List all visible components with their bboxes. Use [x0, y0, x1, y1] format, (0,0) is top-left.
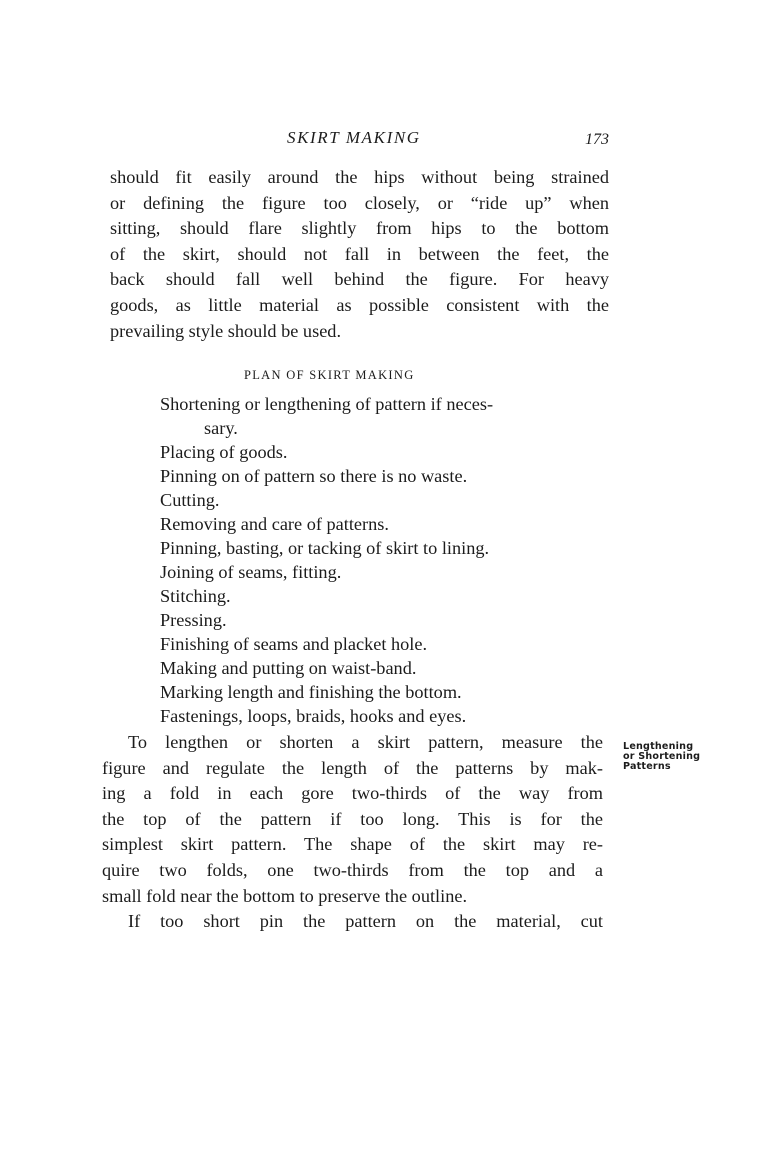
plan-item: Fastenings, loops, braids, hooks and eyes.: [160, 706, 467, 726]
plan-item: Joining of seams, fitting.: [160, 562, 342, 582]
plan-item: Finishing of seams and placket hole.: [160, 634, 428, 654]
plan-heading: PLAN OF SKIRT MAKING: [244, 368, 415, 382]
margin-note-line: Lengthening: [623, 741, 694, 752]
running-head-title: SKIRT MAKING: [287, 128, 421, 147]
plan-item: Cutting.: [160, 490, 220, 510]
text-line: quire two folds, one two-thirds from the top and a: [102, 859, 603, 880]
text-line: small fold near the bottom to preserve the outline.: [102, 885, 468, 906]
plan-item: Removing and care of patterns.: [160, 514, 389, 534]
page-number: 173: [585, 131, 609, 148]
plan-item: Pinning on of pattern so there is no waste.: [160, 466, 468, 486]
text-line: figure and regulate the length of the patterns by mak-: [102, 757, 603, 778]
margin-note: [623, 742, 700, 773]
text-line: ing a fold in each gore two-thirds of the way from: [102, 783, 603, 804]
text-line: simplest skirt pattern. The shape of the skirt may re-: [102, 834, 603, 855]
plan-item: Placing of goods.: [160, 442, 288, 462]
margin-note-line: or Shortening: [623, 751, 701, 763]
plan-item: Pinning, basting, or tacking of skirt to lining.: [160, 538, 490, 558]
text-line: If too short pin the pattern on the material, cut: [128, 911, 603, 932]
text-line: the top of the pattern if too long. This is for the: [102, 808, 603, 829]
intro-paragraph: [110, 165, 609, 344]
plan-item: Marking length and finishing the bottom.: [160, 682, 462, 702]
plan-list: [160, 392, 620, 728]
plan-item: Shortening or lengthening of pattern if neces-: [160, 394, 494, 414]
text-line: back should fall well behind the figure. For heavy: [110, 269, 609, 290]
text-line: sitting, should flare slightly from hips to the bottom: [110, 218, 609, 239]
margin-note-line: Patterns: [623, 761, 671, 773]
plan-item: sary.: [204, 418, 238, 438]
plan-item: Pressing.: [160, 610, 227, 630]
text-line: goods, as little material as possible consistent with the: [110, 294, 609, 315]
body-paragraph: [102, 730, 603, 935]
text-line: or defining the figure too closely, or “ride up” when: [110, 192, 609, 213]
plan-item: Stitching.: [160, 586, 231, 606]
plan-item: Making and putting on waist-band.: [160, 658, 417, 678]
text-line: To lengthen or shorten a skirt pattern, measure the: [128, 732, 603, 752]
text-line: prevailing style should be used.: [110, 320, 342, 341]
text-line: should fit easily around the hips without being strained: [110, 167, 609, 187]
text-line: of the skirt, should not fall in between the feet, the: [110, 243, 609, 264]
